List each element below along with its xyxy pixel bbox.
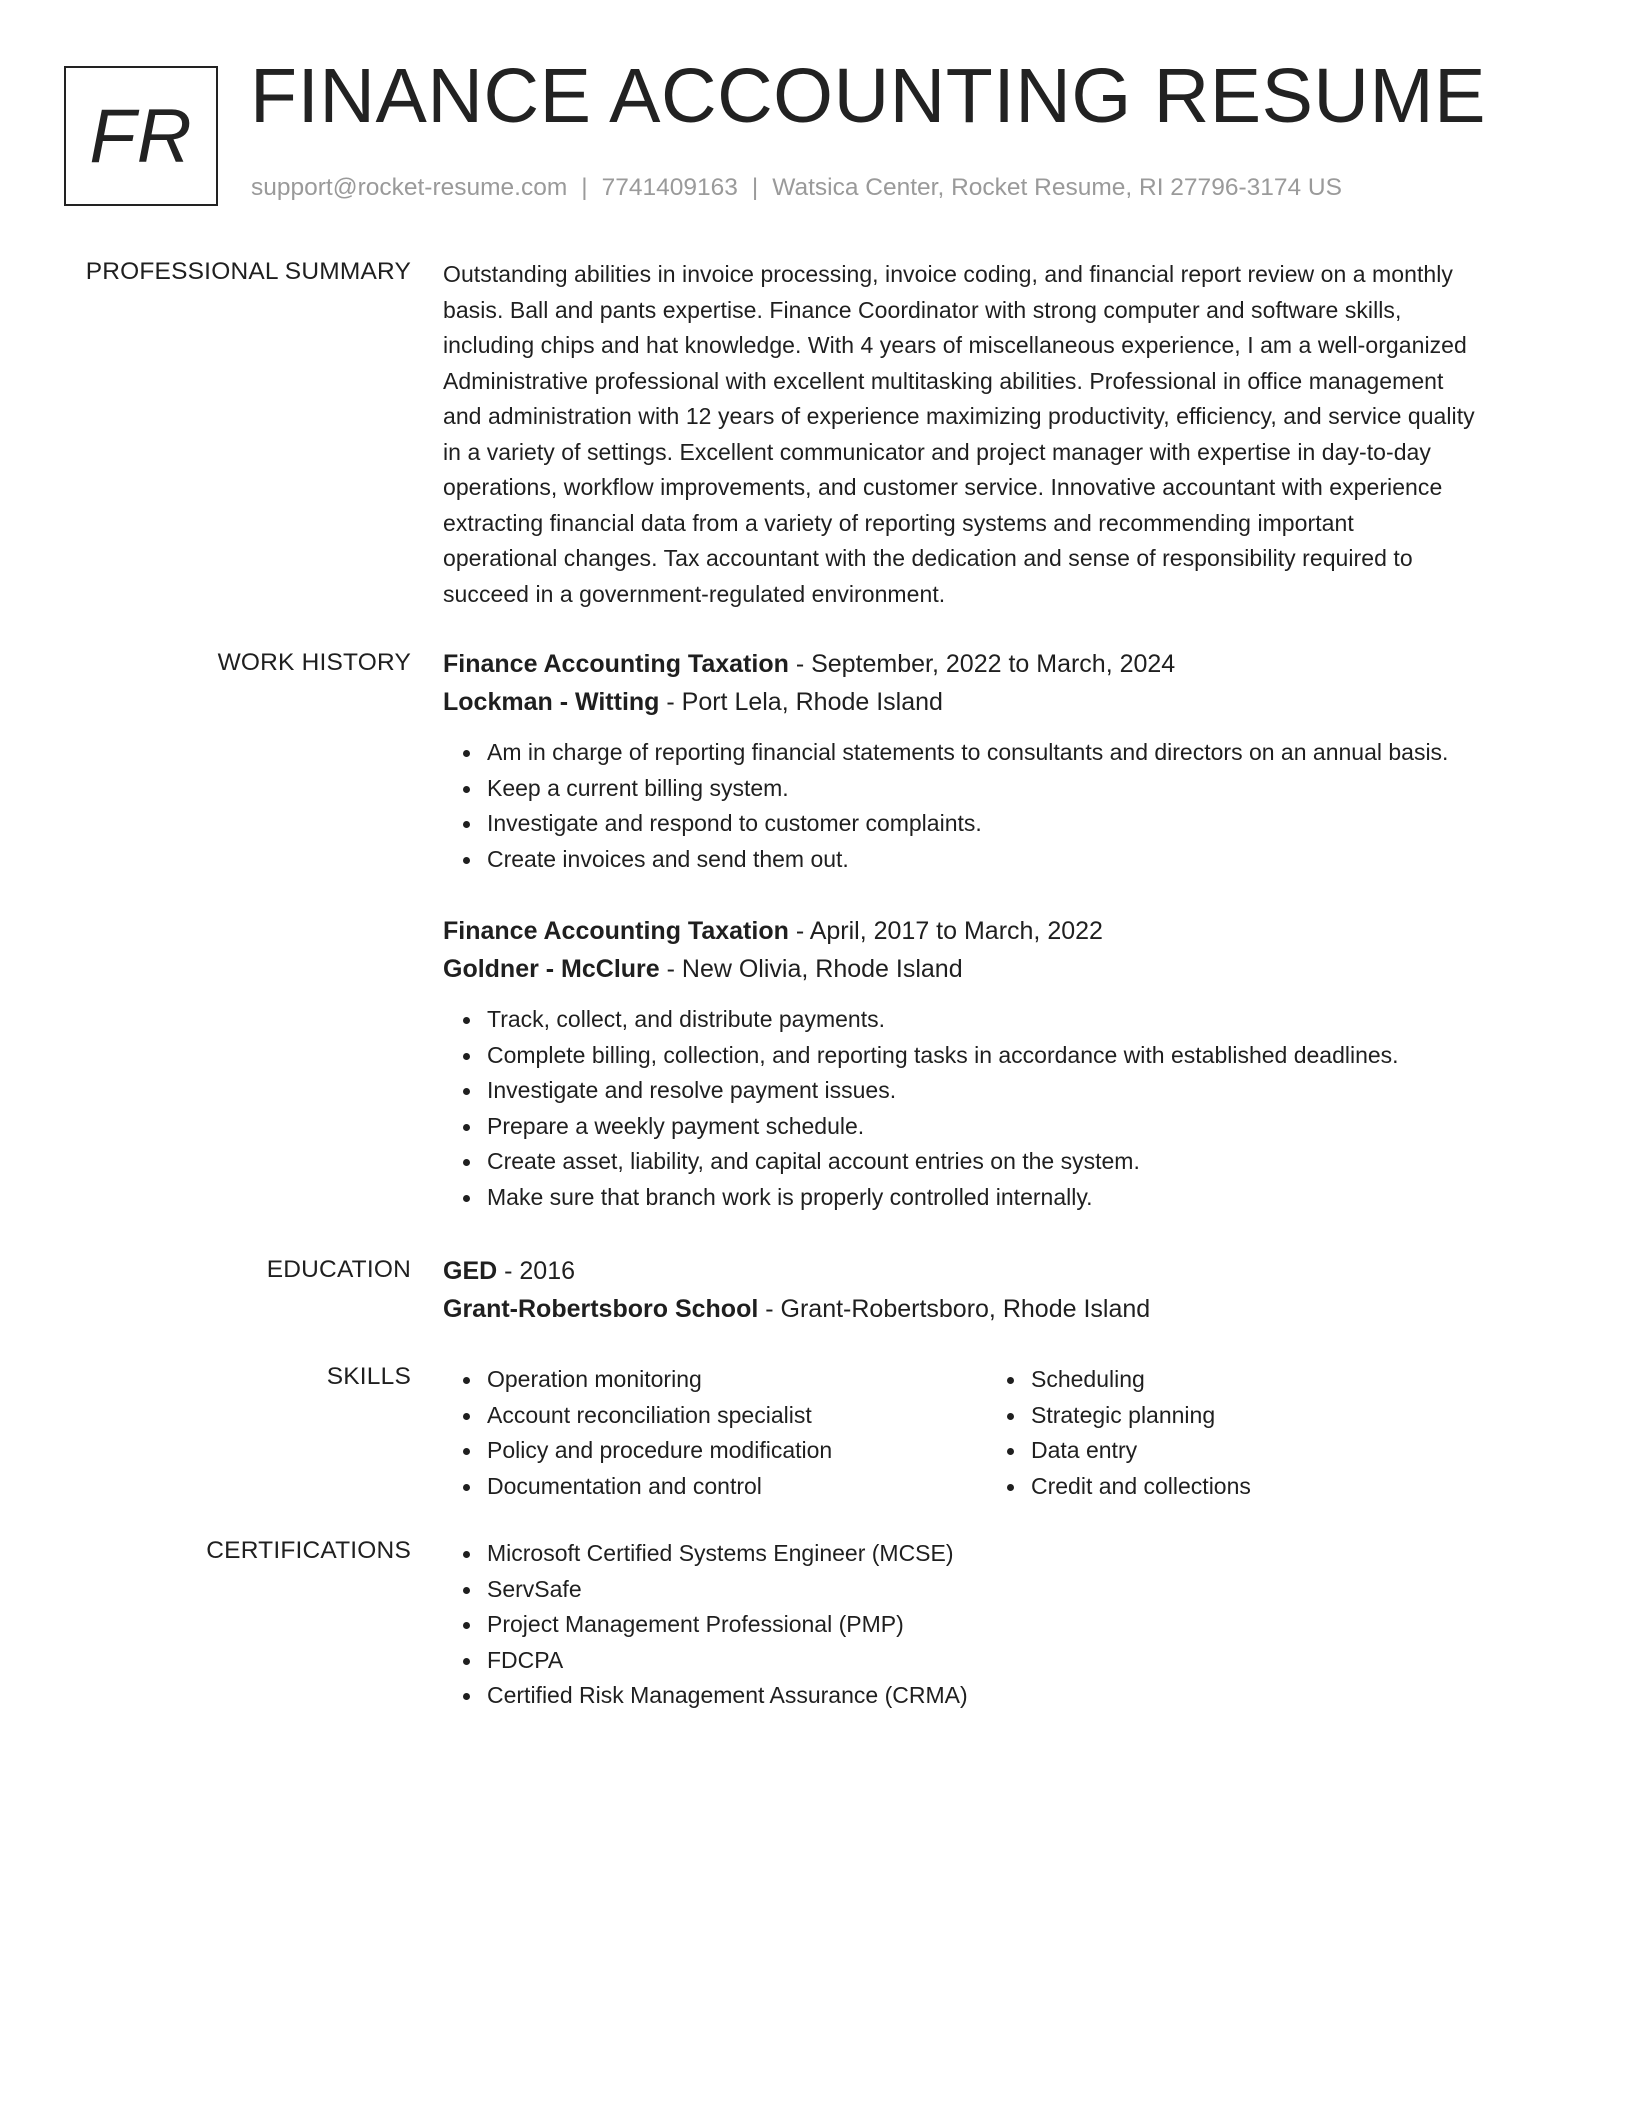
job-dates: - April, 2017 to March, 2022	[788, 917, 1103, 945]
certifications-list	[443, 1536, 1555, 1714]
list-item: Keep a current billing system.	[487, 771, 1555, 807]
education-entry	[443, 1252, 1555, 1328]
summary-line: Outstanding abilities in invoice processing, invoice coding, and financial report review on a monthly	[443, 261, 1453, 287]
list-item: FDCPA	[487, 1643, 1555, 1679]
list-item: Account reconciliation specialist	[487, 1398, 987, 1434]
summary-line: succeed in a government-regulated environment.	[443, 580, 946, 607]
contact-email[interactable]: support@rocket-resume.com	[251, 174, 568, 201]
section-label-work-history: WORK HISTORY	[217, 649, 411, 676]
summary-line: including chips and hat knowledge. With 4 years of miscellaneous experience, I am a well-organized	[443, 332, 1467, 358]
monogram-logo: FR	[64, 66, 218, 206]
education-school-line	[443, 1290, 1555, 1328]
list-item: ServSafe	[487, 1572, 1555, 1608]
skills-list	[443, 1362, 987, 1504]
list-item: Complete billing, collection, and reporting tasks in accordance with established deadlines.	[487, 1038, 1555, 1074]
summary-line: basis. Ball and pants expertise. Finance Coordinator with strong computer and software skills,	[443, 296, 1402, 323]
job-location: - Port Lela, Rhode Island	[659, 688, 943, 716]
section-label-education: EDUCATION	[266, 1256, 411, 1283]
list-item: Project Management Professional (PMP)	[487, 1607, 1555, 1643]
list-item: Investigate and resolve payment issues.	[487, 1073, 1555, 1109]
list-item: Scheduling	[1031, 1362, 1487, 1398]
summary-line: operations, workflow improvements, and customer service. Innovative accountant with experience	[443, 474, 1443, 500]
job-company-line	[443, 950, 1555, 988]
list-item: Create asset, liability, and capital account entries on the system.	[487, 1144, 1555, 1180]
skills-column	[443, 1362, 987, 1504]
job-title-line	[443, 645, 1555, 683]
education-school: Grant-Robertsboro School	[443, 1295, 759, 1323]
summary-line: in a variety of settings. Excellent communicator and project manager with expertise in day-to-day	[443, 438, 1431, 465]
contact-address: Watsica Center, Rocket Resume, RI 27796-3174 US	[772, 174, 1342, 201]
list-item: Policy and procedure modification	[487, 1433, 987, 1469]
list-item: Am in charge of reporting financial statements to consultants and directors on an annual basis.	[487, 735, 1555, 771]
job-company-line	[443, 683, 1555, 721]
job-company: Goldner - McClure	[443, 955, 660, 983]
job-entry	[443, 912, 1555, 1216]
list-item: Track, collect, and distribute payments.	[487, 1002, 1555, 1038]
list-item: Make sure that branch work is properly controlled internally.	[487, 1180, 1555, 1216]
education-location: - Grant-Robertsboro, Rhode Island	[758, 1295, 1151, 1323]
job-company: Lockman - Witting	[443, 688, 660, 716]
list-item: Certified Risk Management Assurance (CRMA)	[487, 1678, 1555, 1714]
contact-separator: |	[751, 174, 759, 201]
summary-line: extracting financial data from a variety of reporting systems and recommending important	[443, 509, 1354, 536]
list-item: Data entry	[1031, 1433, 1487, 1469]
list-item: Prepare a weekly payment schedule.	[487, 1109, 1555, 1145]
skills-grid	[443, 1362, 1555, 1504]
contact-line	[251, 174, 1342, 202]
list-item: Investigate and respond to customer complaints.	[487, 806, 1555, 842]
skills-column	[987, 1362, 1487, 1504]
list-item: Strategic planning	[1031, 1398, 1487, 1434]
job-entry	[443, 645, 1555, 877]
education-degree-line	[443, 1252, 1555, 1290]
job-dates: - September, 2022 to March, 2024	[788, 650, 1176, 678]
list-item: Microsoft Certified Systems Engineer (MCSE)	[487, 1536, 1555, 1572]
job-location: - New Olivia, Rhode Island	[659, 955, 963, 983]
certifications-entry	[443, 1536, 1555, 1714]
summary-text	[443, 257, 1555, 612]
education-year: - 2016	[497, 1257, 576, 1285]
job-title-line	[443, 912, 1555, 950]
job-duties-list	[443, 1002, 1555, 1216]
education-degree: GED	[443, 1257, 498, 1285]
summary-line: and administration with 12 years of experience maximizing productivity, efficiency, and service quality	[443, 403, 1475, 429]
job-duties-list	[443, 735, 1555, 877]
resume-title: FINANCE ACCOUNTING RESUME	[250, 53, 1487, 139]
skills-list	[987, 1362, 1487, 1504]
list-item: Documentation and control	[487, 1469, 987, 1505]
summary-line: operational changes. Tax accountant with the dedication and sense of responsibility required to	[443, 545, 1413, 571]
list-item: Credit and collections	[1031, 1469, 1487, 1505]
list-item: Create invoices and send them out.	[487, 842, 1555, 878]
summary-line: Administrative professional with excellent multitasking abilities. Professional in office management	[443, 367, 1444, 394]
list-item: Operation monitoring	[487, 1362, 987, 1398]
section-label-certifications: CERTIFICATIONS	[206, 1537, 411, 1564]
section-label-summary: PROFESSIONAL SUMMARY	[85, 258, 411, 285]
contact-separator: |	[581, 174, 588, 201]
contact-phone[interactable]: 7741409163	[601, 174, 738, 201]
job-title: Finance Accounting Taxation	[443, 917, 789, 945]
job-title: Finance Accounting Taxation	[443, 650, 789, 678]
section-label-skills: SKILLS	[326, 1363, 411, 1390]
